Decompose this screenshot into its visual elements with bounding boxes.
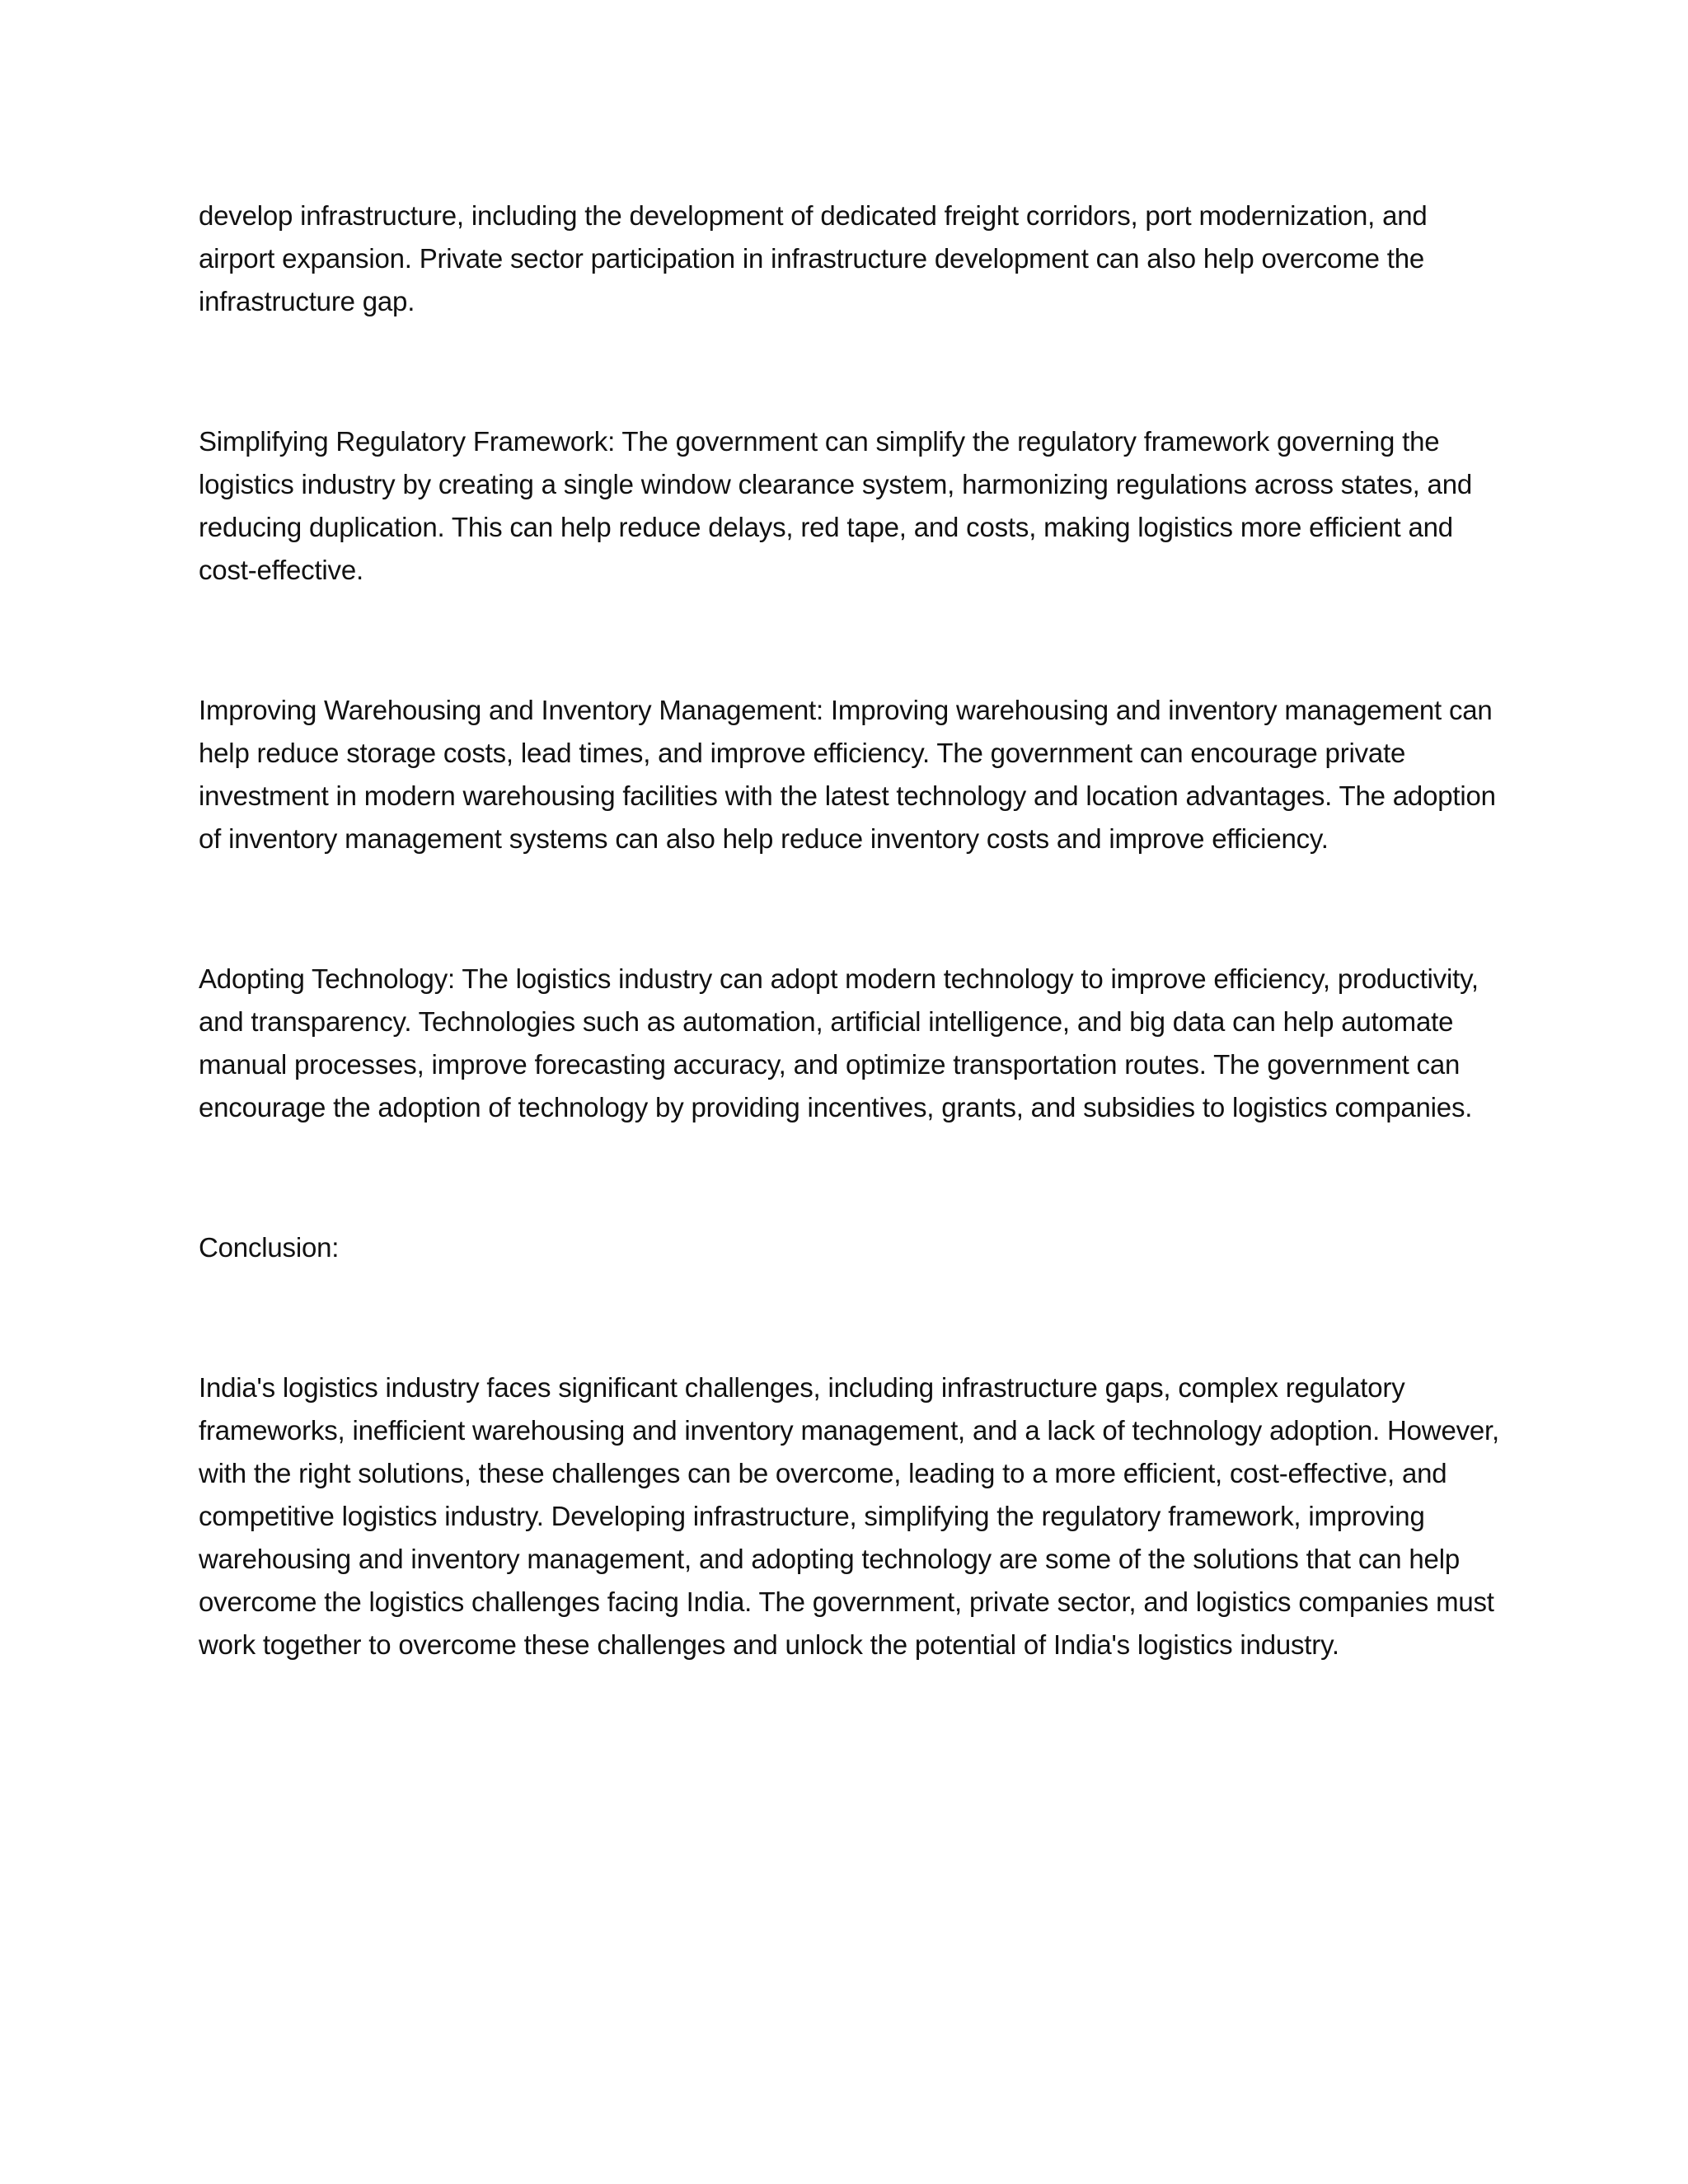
paragraph-adopting-technology: Adopting Technology: The logistics industry can adopt modern technology to improve efficiency, productivity, and transparency. Technologies such as automation, artificial intelligence, and big data can help automate manual processes, improve forecasting accuracy, and optimize transportation routes. The government can encourage the adoption of technology by providing incentives, grants, and subsidies to logistics companies. bbox=[199, 963, 1479, 1122]
paragraph-warehousing-inventory: Improving Warehousing and Inventory Management: Improving warehousing and inventory management can help reduce storage costs, lead times, and improve efficiency. The government can encourage private investment in modern warehousing facilities with the latest technology and location advantages. The adoption of inventory management systems can also help reduce inventory costs and improve efficiency. bbox=[199, 695, 1496, 854]
paragraph-infrastructure-development: develop infrastructure, including the development of dedicated freight corridors, port modernization, and airport expansion. Private sector participation in infrastructure development can also help overcome the infrastructure gap. bbox=[199, 200, 1428, 316]
paragraph-conclusion: India's logistics industry faces significant challenges, including infrastructure gaps, complex regulatory frameworks, inefficient warehousing and inventory management, and a lack of technology adoption. However, with the right solutions, these challenges can be overcome, leading to a more efficient, cost-effective, and competitive logistics industry. Developing infrastructure, simplifying the regulatory framework, improving warehousing and inventory management, and adopting technology are some of the solutions that can help overcome the logistics challenges facing India. The government, private sector, and logistics companies must work together to overcome these challenges and unlock the potential of India's logistics industry. bbox=[199, 1372, 1499, 1660]
paragraph-regulatory-framework: Simplifying Regulatory Framework: The government can simplify the regulatory framework governing the logistics industry by creating a single window clearance system, harmonizing regulations across states, and reducing duplication. This can help reduce delays, red tape, and costs, making logistics more efficient and cost-effective. bbox=[199, 426, 1473, 585]
document-body bbox=[199, 194, 1501, 1666]
conclusion-heading: Conclusion: bbox=[199, 1232, 340, 1263]
